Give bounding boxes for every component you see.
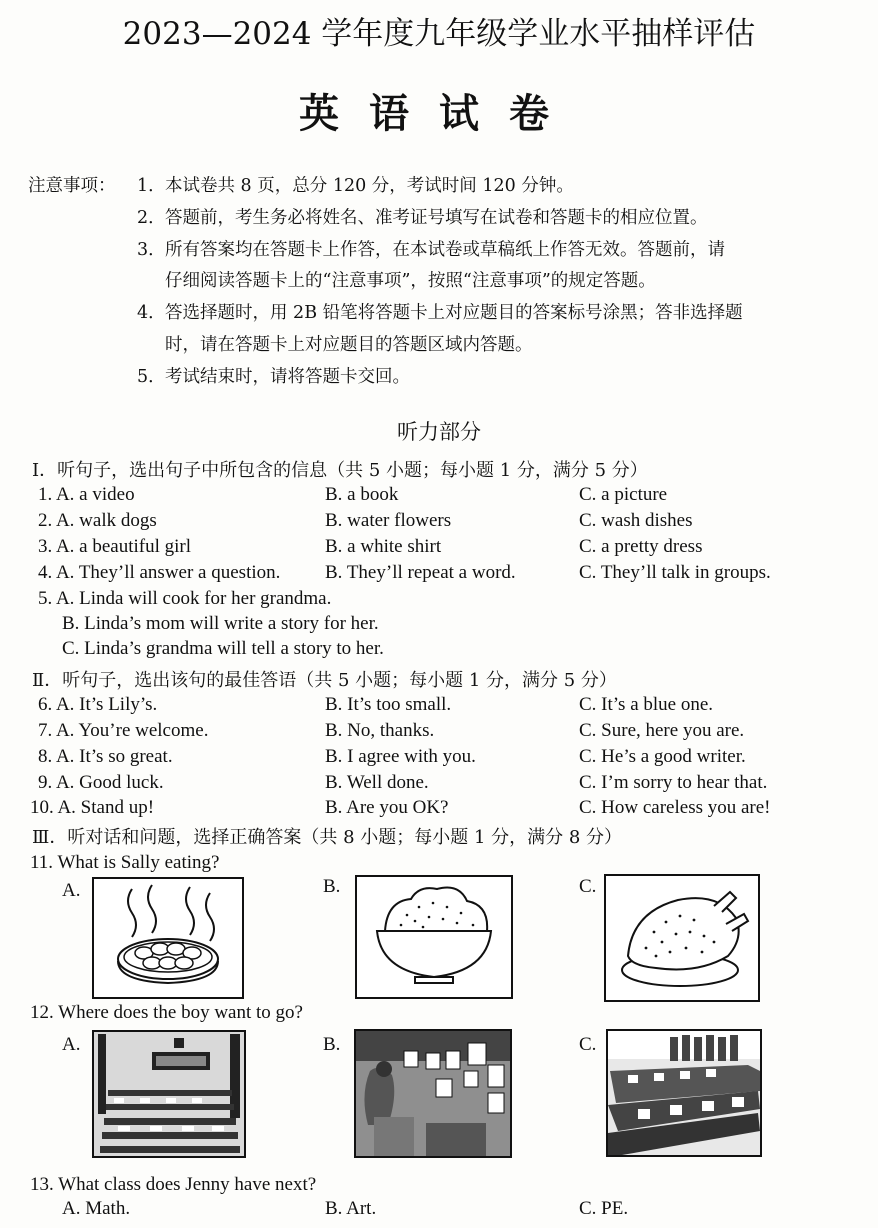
- q8-option-c: C. He’s a good writer.: [579, 746, 746, 767]
- q10-option-a: 10. A. Stand up!: [30, 797, 155, 818]
- q13-option-a: A. Math.: [62, 1198, 131, 1219]
- q4-option-b: B. They’ll repeat a word.: [325, 562, 516, 583]
- q3-option-a: 3. A. a beautiful girl: [38, 536, 192, 557]
- section-3-title: Ⅲ．听对话和问题，选择正确答案（共 8 小题；每小题 1 分，满分 8 分）: [32, 827, 623, 848]
- q7-option-b: B. No, thanks.: [325, 720, 435, 741]
- q13-option-c: C. PE.: [579, 1198, 629, 1219]
- q11-label-a: A.: [62, 880, 81, 901]
- q11-label-b: B.: [323, 876, 341, 897]
- roast-chicken-image: [604, 874, 760, 1002]
- note-4-text-1: 答选择题时，用 2B 铅笔将答题卡上对应题目的答案标号涂黑；答非选择题: [165, 303, 743, 323]
- q8-option-b: B. I agree with you.: [325, 746, 476, 767]
- q7-option-a: 7. A. You’re welcome.: [38, 720, 209, 741]
- q5-option-a: 5. A. Linda will cook for her grandma.: [38, 588, 332, 609]
- q5-option-b: B. Linda’s mom will write a story for her.: [62, 613, 379, 634]
- note-5-text: 考试结束时，请将答题卡交回。: [165, 367, 410, 387]
- section-1-title: Ⅰ．听句子，选出句子中所包含的信息（共 5 小题；每小题 1 分，满分 5 分）: [32, 460, 648, 481]
- q4-option-a: 4. A. They’ll answer a question.: [38, 562, 281, 583]
- exam-subject: 英语试卷: [299, 90, 579, 137]
- note-4-text-2: 时，请在答题卡上对应题目的答题区域内答题。: [165, 335, 533, 355]
- q9-option-a: 9. A. Good luck.: [38, 772, 164, 793]
- note-3-text-2: 仔细阅读答题卡上的“注意事项”，按照“注意事项”的规定答题。: [165, 271, 656, 291]
- q3-option-c: C. a pretty dress: [579, 536, 703, 557]
- note-1-num: 1．: [137, 176, 166, 196]
- q2-option-c: C. wash dishes: [579, 510, 693, 531]
- q11-question: 11. What is Sally eating?: [30, 852, 220, 873]
- q2-option-b: B. water flowers: [325, 510, 452, 531]
- note-4-num: 4．: [137, 303, 166, 323]
- q8-option-a: 8. A. It’s so great.: [38, 746, 173, 767]
- q12-label-a: A.: [62, 1034, 81, 1055]
- q6-option-b: B. It’s too small.: [325, 694, 452, 715]
- q12-label-c: C.: [579, 1034, 597, 1055]
- q2-option-a: 2. A. walk dogs: [38, 510, 157, 531]
- listening-heading: 听力部分: [397, 420, 481, 444]
- q11-label-c: C.: [579, 876, 597, 897]
- note-2-num: 2．: [137, 208, 166, 228]
- note-3-num: 3．: [137, 240, 166, 260]
- q6-option-a: 6. A. It’s Lily’s.: [38, 694, 158, 715]
- q13-option-b: B. Art.: [325, 1198, 377, 1219]
- classroom-photo: [92, 1030, 246, 1158]
- q1-option-c: C. a picture: [579, 484, 668, 505]
- q9-option-c: C. I’m sorry to hear that.: [579, 772, 768, 793]
- q10-option-c: C. How careless you are!: [579, 797, 771, 818]
- q4-option-c: C. They’ll talk in groups.: [579, 562, 771, 583]
- q10-option-b: B. Are you OK?: [325, 797, 449, 818]
- note-1-text: 本试卷共 8 页，总分 120 分，考试时间 120 分钟。: [165, 176, 574, 196]
- notes-label: 注意事项：: [28, 176, 116, 196]
- dumplings-image: [92, 877, 244, 999]
- computer-room-photo: [606, 1029, 762, 1157]
- note-3-text-1: 所有答案均在答题卡上作答，在本试卷或草稿纸上作答无效。答题前，请: [165, 240, 725, 260]
- q1-option-a: 1. A. a video: [38, 484, 135, 505]
- q6-option-c: C. It’s a blue one.: [579, 694, 714, 715]
- q1-option-b: B. a book: [325, 484, 399, 505]
- q12-label-b: B.: [323, 1034, 341, 1055]
- exam-title: 2023—2024 学年度九年级学业水平抽样评估: [122, 16, 756, 52]
- rice-bowl-image: [355, 875, 513, 999]
- art-room-photo: [354, 1029, 512, 1158]
- q3-option-b: B. a white shirt: [325, 536, 442, 557]
- note-5-num: 5．: [137, 367, 166, 387]
- q12-question: 12. Where does the boy want to go?: [30, 1002, 303, 1023]
- q9-option-b: B. Well done.: [325, 772, 429, 793]
- q13-question: 13. What class does Jenny have next?: [30, 1174, 317, 1195]
- q7-option-c: C. Sure, here you are.: [579, 720, 745, 741]
- section-2-title: Ⅱ．听句子，选出该句的最佳答语（共 5 小题；每小题 1 分，满分 5 分）: [32, 670, 617, 691]
- note-2-text: 答题前，考生务必将姓名、准考证号填写在试卷和答题卡的相应位置。: [165, 208, 708, 228]
- q5-option-c: C. Linda’s grandma will tell a story to her.: [62, 638, 384, 659]
